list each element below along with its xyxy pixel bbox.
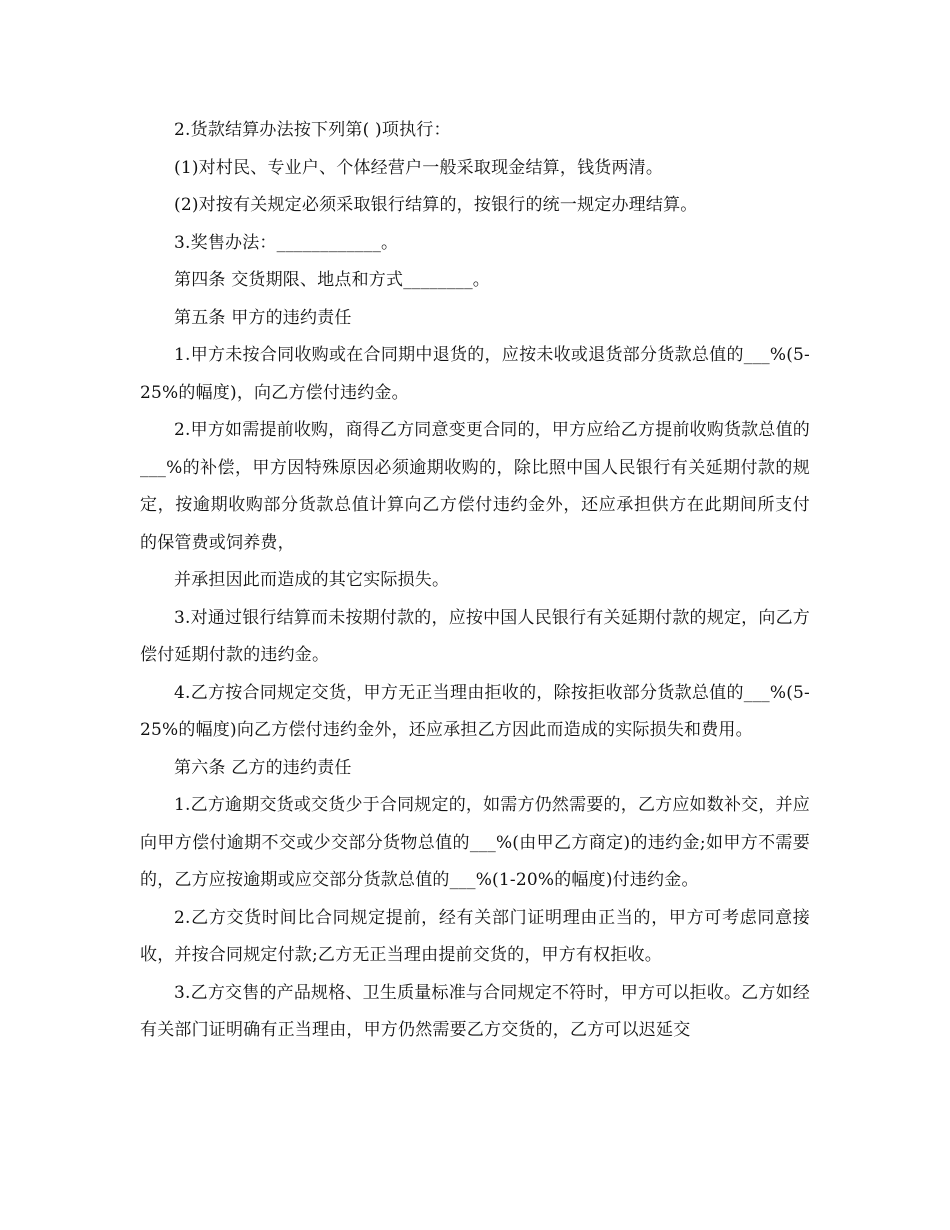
paragraph-6-2: 2.乙方交货时间比合同规定提前，经有关部门证明理由正当的，甲方可考虑同意接收，并按合同规定付款;乙方无正当理由提前交货的，甲方有权拒收。 <box>140 907 810 965</box>
paragraph-5-1: 1.甲方未按合同收购或在合同期中退货的，应按未收或退货部分货款总值的___%(5-25%的幅度)，向乙方偿付违约金。 <box>140 345 810 403</box>
heading-article-5: 第五条 甲方的违约责任 <box>174 307 352 328</box>
paragraph-5-4: 4.乙方按合同规定交货，甲方无正当理由拒收的，除按拒收部分货款总值的___%(5-25%的幅度)向乙方偿付违约金外，还应承担乙方因此而造成的实际损失和费用。 <box>140 682 810 740</box>
paragraph-payment-method: 2.货款结算办法按下列第( )项执行： <box>174 120 451 140</box>
paragraph-6-1: 1.乙方逾期交货或交货少于合同规定的，如需方仍然需要的，乙方应如数补交，并应向甲方偿付逾期不交或少交部分货物总值的___%(由甲乙方商定)的违约金;如甲方不需要的，乙方应按逾期或应交部分货款总值的___%(1-20%的幅度)付违约金。 <box>140 795 810 890</box>
paragraph-bank-settlement: (2)对按有关规定必须采取银行结算的，按银行的统一规定办理结算。 <box>174 195 698 215</box>
document-body <box>140 112 810 1050</box>
heading-article-4: 第四条 交货期限、地点和方式________。 <box>174 270 491 290</box>
paragraph-5-2-cont: 并承担因此而造成的其它实际损失。 <box>174 570 450 590</box>
heading-article-6: 第六条 乙方的违约责任 <box>174 757 352 778</box>
paragraph-5-3: 3.对通过银行结算而未按期付款的，应按中国人民银行有关延期付款的规定，向乙方偿付延期付款的违约金。 <box>140 607 810 665</box>
paragraph-reward-method: 3.奖售办法：____________。 <box>174 232 399 253</box>
paragraph-6-3: 3.乙方交售的产品规格、卫生质量标准与合同规定不符时，甲方可以拒收。乙方如经有关部门证明确有正当理由，甲方仍然需要乙方交货的，乙方可以迟延交 <box>140 982 810 1040</box>
paragraph-cash-settlement: (1)对村民、专业户、个体经营户一般采取现金结算，钱货两清。 <box>174 157 664 178</box>
paragraph-5-2: 2.甲方如需提前收购，商得乙方同意变更合同的，甲方应给乙方提前收购货款总值的___%的补偿，甲方因特殊原因必须逾期收购的，除比照中国人民银行有关延期付款的规定，按逾期收购部分货款总值计算向乙方偿付违约金外，还应承担供方在此期间所支付的保管费或饲养费， <box>140 420 810 553</box>
